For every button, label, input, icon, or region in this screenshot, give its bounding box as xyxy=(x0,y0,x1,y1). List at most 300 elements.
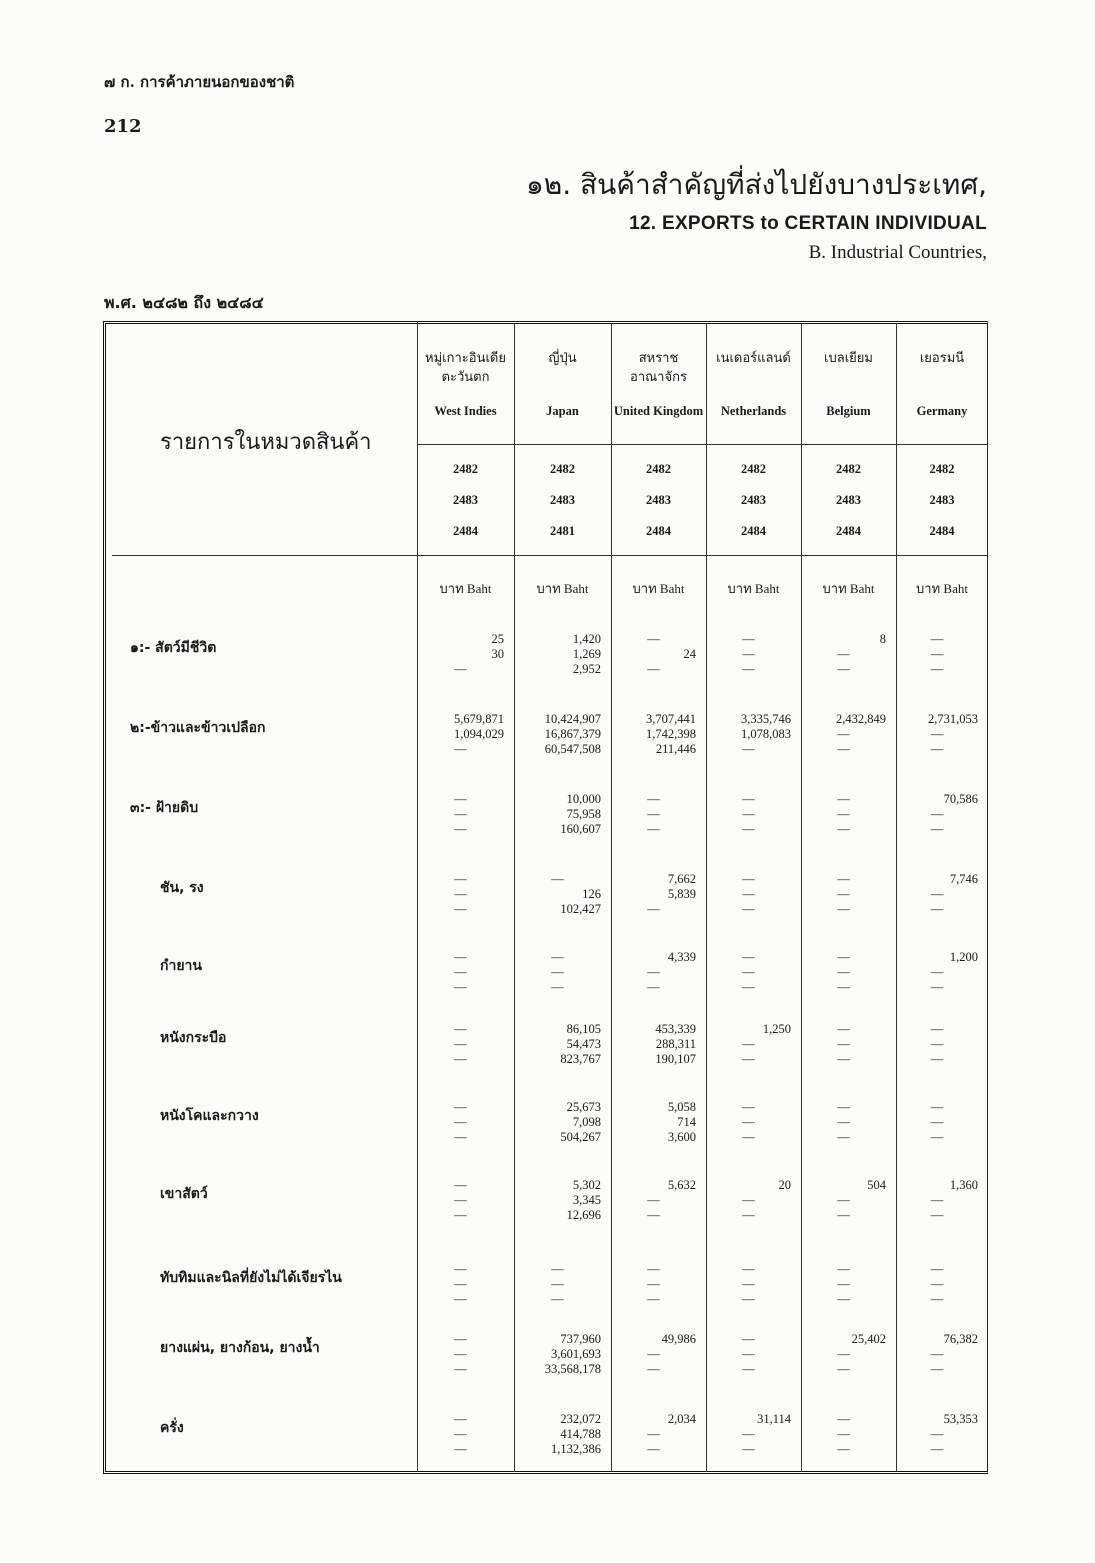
cell-value: — xyxy=(930,822,944,836)
row-label: ทับทิมและนิลที่ยังไม่ได้เจียรไน xyxy=(160,1270,342,1286)
table-cell xyxy=(896,1332,978,1377)
cell-value: — xyxy=(837,742,850,756)
table-cell xyxy=(417,1412,504,1457)
cell-value: 10,000 xyxy=(566,792,601,806)
cell-value: 3,335,746 xyxy=(741,712,791,726)
cell-value: — xyxy=(647,1442,660,1456)
cell-value: — xyxy=(930,887,944,901)
cell-value: 4,339 xyxy=(667,950,696,964)
cell-value: — xyxy=(454,1100,467,1114)
table-subtitle-english: B. Industrial Countries, xyxy=(808,242,987,263)
cell-value: — xyxy=(930,1427,944,1441)
table-cell xyxy=(706,950,791,995)
row-divider xyxy=(112,555,988,556)
year-label: 2483 xyxy=(929,493,955,507)
year-label: 2483 xyxy=(741,493,766,507)
table-cell xyxy=(417,632,504,677)
cell-value: — xyxy=(930,742,944,756)
cell-value: — xyxy=(742,1100,755,1114)
cell-value: — xyxy=(647,792,660,806)
unit-label: บาท Baht xyxy=(916,581,968,596)
cell-value: — xyxy=(742,807,755,821)
cell-value: — xyxy=(930,1052,944,1066)
cell-value: — xyxy=(454,1412,467,1426)
cell-value: — xyxy=(454,1052,467,1066)
cell-value: — xyxy=(930,902,944,916)
cell-value: 211,446 xyxy=(655,742,696,756)
cell-value: — xyxy=(647,1292,660,1306)
cell-value: — xyxy=(551,965,564,979)
column-header-english: Germany xyxy=(916,404,968,418)
table-cell xyxy=(896,792,978,837)
cell-value: 160,607 xyxy=(560,822,601,836)
year-label: 2482 xyxy=(646,462,671,476)
cell-value: 414,788 xyxy=(560,1427,601,1441)
cell-value: — xyxy=(837,1130,850,1144)
cell-value: — xyxy=(837,1277,850,1291)
table-cell xyxy=(417,1178,504,1223)
cell-value: 2,952 xyxy=(572,662,601,676)
cell-value: 1,269 xyxy=(572,647,601,661)
cell-value: 3,707,441 xyxy=(646,712,696,726)
cell-value: — xyxy=(930,647,944,661)
cell-value: — xyxy=(742,950,755,964)
unit-label: บาท Baht xyxy=(822,581,875,596)
column-header-english: Japan xyxy=(546,404,579,418)
cell-value: — xyxy=(454,1178,467,1192)
cell-value: 25 xyxy=(491,632,504,646)
cell-value: — xyxy=(930,807,944,821)
cell-value: 714 xyxy=(677,1115,696,1129)
table-cell xyxy=(801,1262,886,1307)
cell-value: — xyxy=(454,1208,467,1222)
cell-value: — xyxy=(454,1427,467,1441)
cell-value: 7,746 xyxy=(949,872,978,886)
cell-value: — xyxy=(647,662,660,676)
cell-value: 2,034 xyxy=(667,1412,696,1426)
cell-value: — xyxy=(837,1262,850,1276)
cell-value: — xyxy=(742,1052,755,1066)
table-cell xyxy=(514,1412,601,1457)
cell-value: 53,353 xyxy=(943,1412,978,1426)
cell-value: 75,958 xyxy=(566,807,601,821)
cell-value: — xyxy=(837,1100,850,1114)
table-cell xyxy=(611,872,696,917)
cell-value: 1,420 xyxy=(572,632,601,646)
cell-value: 8 xyxy=(879,632,886,646)
cell-value: 1,250 xyxy=(762,1022,791,1036)
cell-value: — xyxy=(742,822,755,836)
year-label: 2482 xyxy=(836,462,861,476)
cell-value: 1,132,386 xyxy=(551,1442,601,1456)
cell-value: — xyxy=(454,742,467,756)
cell-value: 60,547,508 xyxy=(544,742,601,756)
unit-label: บาท Baht xyxy=(439,581,492,596)
cell-value: — xyxy=(551,872,564,886)
table-cell xyxy=(801,872,886,917)
year-label: 2482 xyxy=(550,462,575,476)
cell-value: 25,402 xyxy=(851,1332,886,1346)
cell-value: 12,696 xyxy=(566,1208,601,1222)
row-label: หนังกระบือ xyxy=(160,1030,227,1046)
column-header-thai: สหราชอาณาจักร xyxy=(630,351,687,385)
cell-value: 288,311 xyxy=(655,1037,696,1051)
cell-value: — xyxy=(930,1037,944,1051)
year-label: 2483 xyxy=(550,493,575,507)
row-label: ๓:- ฝ้ายดิบ xyxy=(130,800,199,816)
cell-value: — xyxy=(837,1052,850,1066)
cell-value: — xyxy=(742,1442,755,1456)
cell-value: — xyxy=(454,662,467,676)
cell-value: — xyxy=(837,1193,850,1207)
cell-value: — xyxy=(837,902,850,916)
cell-value: — xyxy=(454,1262,467,1276)
cell-value: 3,600 xyxy=(667,1130,696,1144)
table-cell xyxy=(611,1412,696,1457)
cell-value: — xyxy=(647,632,660,646)
unit-label: บาท Baht xyxy=(727,581,780,596)
cell-value: 5,302 xyxy=(572,1178,601,1192)
table-cell xyxy=(801,950,886,995)
cell-value: — xyxy=(454,1277,467,1291)
table-cell xyxy=(896,1262,978,1307)
cell-value: 70,586 xyxy=(943,792,978,806)
cell-value: 232,072 xyxy=(560,1412,601,1426)
table-cell xyxy=(417,872,504,917)
table-cell xyxy=(896,950,978,995)
table-cell xyxy=(514,950,601,995)
cell-value: — xyxy=(742,1037,755,1051)
cell-value: — xyxy=(647,902,660,916)
cell-value: 7,098 xyxy=(572,1115,601,1129)
cell-value: — xyxy=(742,1208,755,1222)
cell-value: — xyxy=(454,872,467,886)
column-header-thai: เนเดอร์แลนด์ xyxy=(716,351,791,366)
row-label: หนังโคและกวาง xyxy=(160,1108,259,1124)
table-cell xyxy=(706,872,791,917)
table-cell xyxy=(896,872,978,917)
cell-value: — xyxy=(454,1022,467,1036)
year-label: 2482 xyxy=(929,462,955,476)
cell-value: — xyxy=(837,980,850,994)
cell-value: — xyxy=(930,727,944,741)
table-cell xyxy=(514,872,601,917)
table-cell xyxy=(801,632,886,677)
table-cell xyxy=(611,792,696,837)
cell-value: — xyxy=(930,1130,944,1144)
row-label: ครั่ง xyxy=(160,1420,184,1436)
cell-value: — xyxy=(930,1362,944,1376)
cell-value: — xyxy=(647,1347,660,1361)
table-cell xyxy=(801,1412,886,1457)
table-cell xyxy=(706,1022,791,1067)
cell-value: 126 xyxy=(582,887,601,901)
cell-value: 49,986 xyxy=(661,1332,696,1346)
cell-value: — xyxy=(647,1277,660,1291)
cell-value: — xyxy=(647,980,660,994)
cell-value: — xyxy=(454,1292,467,1306)
cell-value: — xyxy=(742,887,755,901)
cell-value: — xyxy=(454,1442,467,1456)
table-cell xyxy=(514,1178,601,1223)
cell-value: — xyxy=(930,1100,944,1114)
year-label: 2482 xyxy=(453,462,478,476)
cell-value: 2,731,053 xyxy=(928,712,978,726)
cell-value: — xyxy=(837,1427,850,1441)
cell-value: — xyxy=(742,1277,755,1291)
cell-value: — xyxy=(742,792,755,806)
cell-value: 20 xyxy=(778,1178,791,1192)
cell-value: — xyxy=(742,1193,755,1207)
cell-value: — xyxy=(930,965,944,979)
cell-value: — xyxy=(647,1193,660,1207)
cell-value: 76,382 xyxy=(943,1332,978,1346)
cell-value: 1,742,398 xyxy=(646,727,696,741)
cell-value: — xyxy=(837,807,850,821)
cell-value: 190,107 xyxy=(655,1052,696,1066)
row-label: ๒:-ข้าวและข้าวเปลือก xyxy=(130,720,266,736)
cell-value: — xyxy=(454,965,467,979)
cell-value: — xyxy=(930,662,944,676)
cell-value: 5,839 xyxy=(667,887,696,901)
cell-value: — xyxy=(837,647,850,661)
table-title-english: 12. EXPORTS to CERTAIN INDIVIDUAL xyxy=(629,213,987,234)
cell-value: — xyxy=(742,1362,755,1376)
cell-value: — xyxy=(742,1130,755,1144)
cell-value: — xyxy=(454,1193,467,1207)
table-cell xyxy=(801,792,886,837)
year-label: 2484 xyxy=(453,524,478,538)
page-number: 212 xyxy=(104,116,142,137)
column-header-english: United Kingdom xyxy=(613,404,704,418)
cell-value: — xyxy=(454,1115,467,1129)
row-label: ชัน, รง xyxy=(160,880,204,896)
cell-value: 453,339 xyxy=(655,1022,696,1036)
cell-value: — xyxy=(930,1442,944,1456)
cell-value: 3,345 xyxy=(572,1193,601,1207)
table-cell xyxy=(706,632,791,677)
cell-value: 86,105 xyxy=(566,1022,601,1036)
cell-value: — xyxy=(742,980,755,994)
cell-value: — xyxy=(647,1208,660,1222)
cell-value: — xyxy=(837,1115,850,1129)
table-cell xyxy=(706,1262,791,1307)
table-cell xyxy=(514,1332,601,1377)
cell-value: 54,473 xyxy=(566,1037,601,1051)
cell-value: — xyxy=(837,822,850,836)
table-cell xyxy=(514,712,601,757)
cell-value: — xyxy=(742,1115,755,1129)
column-header-thai: ญี่ปุ่น xyxy=(548,351,577,366)
table-cell xyxy=(801,1100,886,1145)
column-header-english: Netherlands xyxy=(720,404,787,418)
cell-value: 1,360 xyxy=(949,1178,978,1192)
column-header-thai: เยอรมนี xyxy=(919,351,965,366)
year-label: 2481 xyxy=(550,524,575,538)
cell-value: — xyxy=(551,1277,564,1291)
table-cell xyxy=(896,1412,978,1457)
table-cell xyxy=(417,1100,504,1145)
table-cell xyxy=(611,1332,696,1377)
cell-value: — xyxy=(647,822,660,836)
cell-value: — xyxy=(742,632,755,646)
year-label: 2484 xyxy=(836,524,861,538)
cell-value: — xyxy=(454,807,467,821)
cell-value: 504 xyxy=(867,1178,886,1192)
cell-value: 10,424,907 xyxy=(544,712,601,726)
table-cell xyxy=(611,1178,696,1223)
table-cell xyxy=(611,712,696,757)
cell-value: — xyxy=(454,980,467,994)
cell-value: 16,867,379 xyxy=(544,727,601,741)
table-cell xyxy=(896,1178,978,1223)
table-cell xyxy=(417,1022,504,1067)
cell-value: — xyxy=(742,647,755,661)
year-label: 2484 xyxy=(929,524,955,538)
cell-value: — xyxy=(837,727,850,741)
unit-label: บาท Baht xyxy=(536,581,589,596)
cell-value: — xyxy=(551,1292,564,1306)
row-label: กำยาน xyxy=(160,958,202,974)
cell-value: — xyxy=(837,965,850,979)
cell-value: — xyxy=(930,1292,944,1306)
table-cell xyxy=(514,1100,601,1145)
cell-value: — xyxy=(837,662,850,676)
table-cell xyxy=(514,1022,601,1067)
cell-value: — xyxy=(930,1208,944,1222)
cell-value: — xyxy=(930,1277,944,1291)
cell-value: — xyxy=(742,1332,755,1346)
table-cell xyxy=(896,1022,978,1067)
year-label: 2484 xyxy=(646,524,671,538)
cell-value: — xyxy=(837,792,850,806)
cell-value: — xyxy=(742,662,755,676)
cell-value: 504,267 xyxy=(560,1130,601,1144)
cell-value: — xyxy=(837,1292,850,1306)
cell-value: — xyxy=(742,1427,755,1441)
cell-value: — xyxy=(930,632,944,646)
cell-value: 5,632 xyxy=(667,1178,696,1192)
cell-value: — xyxy=(742,742,755,756)
cell-value: 24 xyxy=(683,647,696,661)
table-cell xyxy=(706,1100,791,1145)
table-cell xyxy=(896,712,978,757)
year-label: 2483 xyxy=(646,493,671,507)
table-cell xyxy=(801,712,886,757)
cell-value: — xyxy=(837,1022,850,1036)
cell-value: — xyxy=(742,965,755,979)
table-cell xyxy=(801,1022,886,1067)
cell-value: 1,094,029 xyxy=(454,727,504,741)
cell-value: — xyxy=(837,950,850,964)
cell-value: — xyxy=(742,872,755,886)
cell-value: — xyxy=(454,1037,467,1051)
row-label: เขาสัตว์ xyxy=(160,1186,208,1202)
table-cell xyxy=(801,1332,886,1377)
table-cell xyxy=(611,1100,696,1145)
table-cell xyxy=(417,792,504,837)
cell-value: — xyxy=(647,807,660,821)
cell-value: — xyxy=(551,950,564,964)
cell-value: 31,114 xyxy=(757,1412,791,1426)
cell-value: — xyxy=(930,980,944,994)
table-cell xyxy=(514,632,601,677)
cell-value: — xyxy=(742,902,755,916)
column-header-thai: เบลเยียม xyxy=(824,351,873,366)
table-cell xyxy=(611,632,696,677)
cell-value: — xyxy=(454,902,467,916)
cell-value: 5,058 xyxy=(667,1100,696,1114)
cell-value: — xyxy=(837,1037,850,1051)
cell-value: — xyxy=(551,980,564,994)
cell-value: — xyxy=(647,965,660,979)
cell-value: — xyxy=(837,1208,850,1222)
column-header-english: Belgium xyxy=(826,404,871,418)
cell-value: — xyxy=(742,1347,755,1361)
year-label: 2482 xyxy=(741,462,766,476)
table-cell xyxy=(706,1412,791,1457)
cell-value: — xyxy=(837,1442,850,1456)
cell-value: — xyxy=(454,1130,467,1144)
cell-value: 25,673 xyxy=(566,1100,601,1114)
cell-value: — xyxy=(930,1262,944,1276)
table-cell xyxy=(706,1332,791,1377)
cell-value: — xyxy=(454,950,467,964)
cell-value: — xyxy=(551,1262,564,1276)
row-label: ยางแผ่น, ยางก้อน, ยางน้ำ xyxy=(160,1340,320,1356)
cell-value: 2,432,849 xyxy=(836,712,886,726)
cell-value: 102,427 xyxy=(560,902,601,916)
item-category-header: รายการในหมวดสินค้า xyxy=(160,430,372,455)
cell-value: 30 xyxy=(491,647,504,661)
cell-value: — xyxy=(454,1362,467,1376)
cell-value: — xyxy=(647,1262,660,1276)
cell-value: — xyxy=(837,1362,850,1376)
cell-value: — xyxy=(837,1412,850,1426)
cell-value: 3,601,693 xyxy=(551,1347,601,1361)
table-cell xyxy=(706,792,791,837)
column-header-thai: หมู่เกาะอินเดียตะวันตก xyxy=(425,351,506,385)
cell-value: — xyxy=(837,887,850,901)
row-divider xyxy=(417,444,988,445)
cell-value: — xyxy=(647,1362,660,1376)
cell-value: 823,767 xyxy=(560,1052,601,1066)
table-cell xyxy=(417,950,504,995)
table-cell xyxy=(896,1100,978,1145)
cell-value: — xyxy=(837,1347,850,1361)
table-cell xyxy=(417,1262,504,1307)
cell-value: 1,200 xyxy=(949,950,978,964)
cell-value: — xyxy=(454,887,467,901)
cell-value: 33,568,178 xyxy=(544,1362,601,1376)
table-cell xyxy=(611,1022,696,1067)
table-cell xyxy=(611,950,696,995)
cell-value: 1,078,083 xyxy=(741,727,791,741)
cell-value: — xyxy=(454,1347,467,1361)
cell-value: — xyxy=(837,872,850,886)
cell-value: — xyxy=(742,1292,755,1306)
cell-value: — xyxy=(930,1347,944,1361)
table-cell xyxy=(514,1262,601,1307)
table-cell xyxy=(801,1178,886,1223)
table-cell xyxy=(514,792,601,837)
cell-value: — xyxy=(454,792,467,806)
period-label: พ.ศ. ๒๔๘๒ ถึง ๒๔๘๔ xyxy=(104,293,264,312)
cell-value: 5,679,871 xyxy=(454,712,504,726)
cell-value: — xyxy=(454,822,467,836)
cell-value: — xyxy=(742,1262,755,1276)
running-head: ๗ ก. การค้าภายนอกของชาติ xyxy=(104,73,295,91)
